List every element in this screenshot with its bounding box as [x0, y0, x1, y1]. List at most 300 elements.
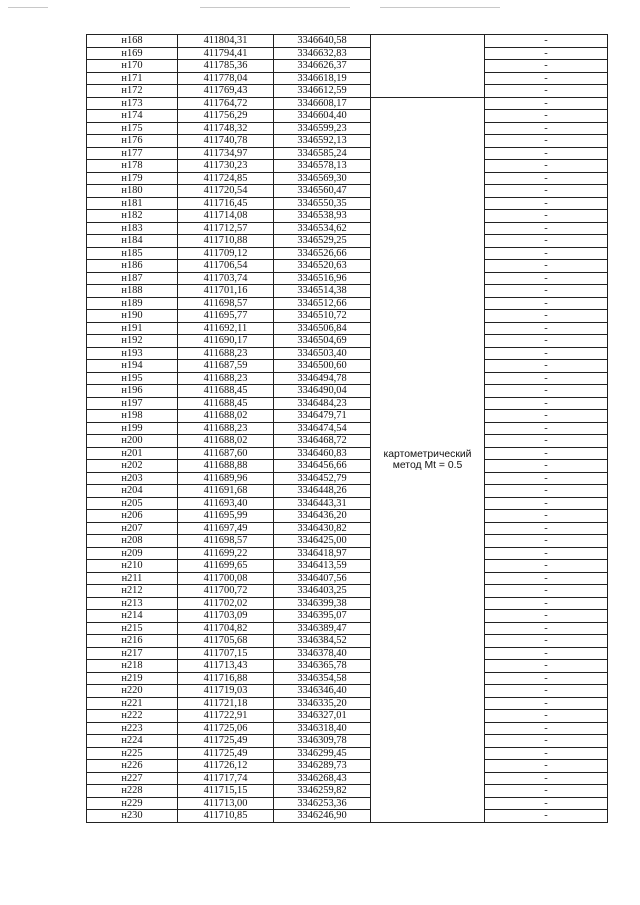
y-coordinate-cell: 3346626,37: [274, 60, 371, 73]
point-id-cell: н188: [87, 285, 178, 298]
x-coordinate-cell: 411725,49: [178, 735, 274, 748]
dash-cell: -: [485, 360, 608, 373]
table-row: [87, 485, 608, 498]
x-coordinate-cell: 411713,00: [178, 797, 274, 810]
table-row: [87, 572, 608, 585]
dash-cell: -: [485, 585, 608, 598]
point-id-cell: н189: [87, 297, 178, 310]
point-id-cell: н178: [87, 160, 178, 173]
table-row: [87, 597, 608, 610]
y-coordinate-cell: 3346510,72: [274, 310, 371, 323]
table-row: [87, 47, 608, 60]
y-coordinate-cell: 3346384,52: [274, 635, 371, 648]
table-row: [87, 97, 608, 110]
point-id-cell: н168: [87, 35, 178, 48]
table-row: [87, 772, 608, 785]
point-id-cell: н224: [87, 735, 178, 748]
y-coordinate-cell: 3346413,59: [274, 560, 371, 573]
table-row: [87, 810, 608, 823]
x-coordinate-cell: 411740,78: [178, 135, 274, 148]
coordinates-table-body: [87, 35, 608, 823]
point-id-cell: н196: [87, 385, 178, 398]
point-id-cell: н183: [87, 222, 178, 235]
dash-cell: -: [485, 160, 608, 173]
table-row: [87, 235, 608, 248]
point-id-cell: н194: [87, 360, 178, 373]
y-coordinate-cell: 3346407,56: [274, 572, 371, 585]
table-row: [87, 110, 608, 123]
y-coordinate-cell: 3346309,78: [274, 735, 371, 748]
y-coordinate-cell: 3346514,38: [274, 285, 371, 298]
x-coordinate-cell: 411707,15: [178, 647, 274, 660]
x-coordinate-cell: 411699,65: [178, 560, 274, 573]
point-id-cell: н195: [87, 372, 178, 385]
x-coordinate-cell: 411725,06: [178, 722, 274, 735]
dash-cell: -: [485, 510, 608, 523]
dash-cell: -: [485, 635, 608, 648]
method-label-line1: картометрический: [383, 448, 472, 460]
x-coordinate-cell: 411701,16: [178, 285, 274, 298]
table-row: [87, 547, 608, 560]
y-coordinate-cell: 3346578,13: [274, 160, 371, 173]
y-coordinate-cell: 3346520,63: [274, 260, 371, 273]
y-coordinate-cell: 3346608,17: [274, 97, 371, 110]
x-coordinate-cell: 411688,45: [178, 397, 274, 410]
dash-cell: -: [485, 672, 608, 685]
point-id-cell: н182: [87, 210, 178, 223]
x-coordinate-cell: 411778,04: [178, 72, 274, 85]
dash-cell: -: [485, 697, 608, 710]
x-coordinate-cell: 411697,49: [178, 522, 274, 535]
y-coordinate-cell: 3346500,60: [274, 360, 371, 373]
x-coordinate-cell: 411688,23: [178, 372, 274, 385]
table-row: [87, 622, 608, 635]
point-id-cell: н184: [87, 235, 178, 248]
y-coordinate-cell: 3346468,72: [274, 435, 371, 448]
x-coordinate-cell: 411689,96: [178, 472, 274, 485]
x-coordinate-cell: 411785,36: [178, 60, 274, 73]
table-row: [87, 210, 608, 223]
dash-cell: -: [485, 472, 608, 485]
table-row: [87, 35, 608, 48]
point-id-cell: н176: [87, 135, 178, 148]
y-coordinate-cell: 3346538,93: [274, 210, 371, 223]
dash-cell: -: [485, 172, 608, 185]
table-row: [87, 422, 608, 435]
point-id-cell: н197: [87, 397, 178, 410]
point-id-cell: н218: [87, 660, 178, 673]
table-row: [87, 735, 608, 748]
y-coordinate-cell: 3346318,40: [274, 722, 371, 735]
table-row: [87, 272, 608, 285]
y-coordinate-cell: 3346365,78: [274, 660, 371, 673]
y-coordinate-cell: 3346484,23: [274, 397, 371, 410]
table-row: [87, 510, 608, 523]
table-row: [87, 585, 608, 598]
point-id-cell: н202: [87, 460, 178, 473]
x-coordinate-cell: 411695,77: [178, 310, 274, 323]
dash-cell: -: [485, 447, 608, 460]
x-coordinate-cell: 411756,29: [178, 110, 274, 123]
table-row: [87, 472, 608, 485]
x-coordinate-cell: 411700,72: [178, 585, 274, 598]
dash-cell: -: [485, 272, 608, 285]
x-coordinate-cell: 411713,43: [178, 660, 274, 673]
y-coordinate-cell: 3346259,82: [274, 785, 371, 798]
table-row: [87, 722, 608, 735]
table-row: [87, 310, 608, 323]
y-coordinate-cell: 3346395,07: [274, 610, 371, 623]
x-coordinate-cell: 411687,60: [178, 447, 274, 460]
y-coordinate-cell: 3346460,83: [274, 447, 371, 460]
x-coordinate-cell: 411726,12: [178, 760, 274, 773]
dash-cell: -: [485, 110, 608, 123]
point-id-cell: н212: [87, 585, 178, 598]
method-cell: [371, 97, 485, 822]
dash-cell: -: [485, 72, 608, 85]
x-coordinate-cell: 411688,45: [178, 385, 274, 398]
y-coordinate-cell: 3346418,97: [274, 547, 371, 560]
dash-cell: -: [485, 122, 608, 135]
table-row: [87, 347, 608, 360]
point-id-cell: н186: [87, 260, 178, 273]
dash-cell: -: [485, 810, 608, 823]
point-id-cell: н172: [87, 85, 178, 98]
point-id-cell: н190: [87, 310, 178, 323]
point-id-cell: н217: [87, 647, 178, 660]
dash-cell: -: [485, 785, 608, 798]
y-coordinate-cell: 3346253,36: [274, 797, 371, 810]
point-id-cell: н181: [87, 197, 178, 210]
dash-cell: -: [485, 685, 608, 698]
x-coordinate-cell: 411748,32: [178, 122, 274, 135]
x-coordinate-cell: 411719,03: [178, 685, 274, 698]
dash-cell: -: [485, 485, 608, 498]
dash-cell: -: [485, 197, 608, 210]
point-id-cell: н173: [87, 97, 178, 110]
x-coordinate-cell: 411710,88: [178, 235, 274, 248]
point-id-cell: н211: [87, 572, 178, 585]
dash-cell: -: [485, 747, 608, 760]
y-coordinate-cell: 3346443,31: [274, 497, 371, 510]
dash-cell: -: [485, 522, 608, 535]
dash-cell: -: [485, 722, 608, 735]
table-row: [87, 410, 608, 423]
y-coordinate-cell: 3346354,58: [274, 672, 371, 685]
x-coordinate-cell: 411720,54: [178, 185, 274, 198]
y-coordinate-cell: 3346246,90: [274, 810, 371, 823]
dash-cell: -: [485, 347, 608, 360]
table-row: [87, 447, 608, 460]
y-coordinate-cell: 3346585,24: [274, 147, 371, 160]
y-coordinate-cell: 3346479,71: [274, 410, 371, 423]
point-id-cell: н201: [87, 447, 178, 460]
dash-cell: -: [485, 335, 608, 348]
point-id-cell: н187: [87, 272, 178, 285]
dash-cell: -: [485, 535, 608, 548]
table-row: [87, 697, 608, 710]
point-id-cell: н204: [87, 485, 178, 498]
x-coordinate-cell: 411693,40: [178, 497, 274, 510]
scan-header-artifact: [0, 4, 640, 12]
table-row: [87, 760, 608, 773]
dash-cell: -: [485, 597, 608, 610]
point-id-cell: н169: [87, 47, 178, 60]
table-row: [87, 122, 608, 135]
y-coordinate-cell: 3346448,26: [274, 485, 371, 498]
dash-cell: -: [485, 647, 608, 660]
point-id-cell: н227: [87, 772, 178, 785]
y-coordinate-cell: 3346425,00: [274, 535, 371, 548]
point-id-cell: н222: [87, 710, 178, 723]
y-coordinate-cell: 3346526,66: [274, 247, 371, 260]
point-id-cell: н226: [87, 760, 178, 773]
x-coordinate-cell: 411688,23: [178, 347, 274, 360]
x-coordinate-cell: 411691,68: [178, 485, 274, 498]
dash-cell: -: [485, 710, 608, 723]
table-row: [87, 522, 608, 535]
dash-cell: -: [485, 385, 608, 398]
x-coordinate-cell: 411700,08: [178, 572, 274, 585]
table-row: [87, 147, 608, 160]
dash-cell: -: [485, 435, 608, 448]
point-id-cell: н170: [87, 60, 178, 73]
dash-cell: -: [485, 372, 608, 385]
table-row: [87, 397, 608, 410]
dash-cell: -: [485, 772, 608, 785]
table-row: [87, 297, 608, 310]
dash-cell: -: [485, 422, 608, 435]
y-coordinate-cell: 3346268,43: [274, 772, 371, 785]
x-coordinate-cell: 411764,72: [178, 97, 274, 110]
y-coordinate-cell: 3346378,40: [274, 647, 371, 660]
x-coordinate-cell: 411769,43: [178, 85, 274, 98]
y-coordinate-cell: 3346494,78: [274, 372, 371, 385]
y-coordinate-cell: 3346592,13: [274, 135, 371, 148]
x-coordinate-cell: 411804,31: [178, 35, 274, 48]
point-id-cell: н198: [87, 410, 178, 423]
y-coordinate-cell: 3346560,47: [274, 185, 371, 198]
y-coordinate-cell: 3346299,45: [274, 747, 371, 760]
dash-cell: -: [485, 222, 608, 235]
x-coordinate-cell: 411712,57: [178, 222, 274, 235]
table-row: [87, 635, 608, 648]
x-coordinate-cell: 411703,74: [178, 272, 274, 285]
x-coordinate-cell: 411688,23: [178, 422, 274, 435]
x-coordinate-cell: 411687,59: [178, 360, 274, 373]
y-coordinate-cell: 3346503,40: [274, 347, 371, 360]
x-coordinate-cell: 411688,02: [178, 435, 274, 448]
table-row: [87, 135, 608, 148]
dash-cell: -: [485, 622, 608, 635]
table-row: [87, 497, 608, 510]
point-id-cell: н175: [87, 122, 178, 135]
x-coordinate-cell: 411734,97: [178, 147, 274, 160]
x-coordinate-cell: 411716,45: [178, 197, 274, 210]
point-id-cell: н200: [87, 435, 178, 448]
point-id-cell: н223: [87, 722, 178, 735]
point-id-cell: н177: [87, 147, 178, 160]
table-row: [87, 647, 608, 660]
x-coordinate-cell: 411703,09: [178, 610, 274, 623]
x-coordinate-cell: 411705,68: [178, 635, 274, 648]
dash-cell: -: [485, 85, 608, 98]
point-id-cell: н207: [87, 522, 178, 535]
dash-cell: -: [485, 760, 608, 773]
x-coordinate-cell: 411690,17: [178, 335, 274, 348]
x-coordinate-cell: 411698,57: [178, 535, 274, 548]
table-row: [87, 285, 608, 298]
y-coordinate-cell: 3346529,25: [274, 235, 371, 248]
point-id-cell: н225: [87, 747, 178, 760]
x-coordinate-cell: 411695,99: [178, 510, 274, 523]
x-coordinate-cell: 411706,54: [178, 260, 274, 273]
dash-cell: -: [485, 35, 608, 48]
y-coordinate-cell: 3346335,20: [274, 697, 371, 710]
table-row: [87, 560, 608, 573]
table-row: [87, 385, 608, 398]
table-row: [87, 185, 608, 198]
y-coordinate-cell: 3346436,20: [274, 510, 371, 523]
point-id-cell: н193: [87, 347, 178, 360]
y-coordinate-cell: 3346452,79: [274, 472, 371, 485]
table-row: [87, 172, 608, 185]
x-coordinate-cell: 411722,91: [178, 710, 274, 723]
point-id-cell: н220: [87, 685, 178, 698]
y-coordinate-cell: 3346640,58: [274, 35, 371, 48]
x-coordinate-cell: 411710,85: [178, 810, 274, 823]
x-coordinate-cell: 411692,11: [178, 322, 274, 335]
table-row: [87, 335, 608, 348]
table-row: [87, 710, 608, 723]
table-row: [87, 247, 608, 260]
point-id-cell: н174: [87, 110, 178, 123]
point-id-cell: н215: [87, 622, 178, 635]
method-label-line2: метод Mt = 0.5: [392, 459, 463, 471]
table-row: [87, 535, 608, 548]
x-coordinate-cell: 411730,23: [178, 160, 274, 173]
point-id-cell: н210: [87, 560, 178, 573]
table-row: [87, 660, 608, 673]
y-coordinate-cell: 3346289,73: [274, 760, 371, 773]
dash-cell: -: [485, 322, 608, 335]
point-id-cell: н203: [87, 472, 178, 485]
point-id-cell: н171: [87, 72, 178, 85]
dash-cell: -: [485, 210, 608, 223]
table-row: [87, 72, 608, 85]
x-coordinate-cell: 411688,88: [178, 460, 274, 473]
x-coordinate-cell: 411716,88: [178, 672, 274, 685]
dash-cell: -: [485, 185, 608, 198]
y-coordinate-cell: 3346389,47: [274, 622, 371, 635]
point-id-cell: н213: [87, 597, 178, 610]
y-coordinate-cell: 3346399,38: [274, 597, 371, 610]
point-id-cell: н230: [87, 810, 178, 823]
y-coordinate-cell: 3346512,66: [274, 297, 371, 310]
point-id-cell: н216: [87, 635, 178, 648]
table-row: [87, 85, 608, 98]
y-coordinate-cell: 3346604,40: [274, 110, 371, 123]
y-coordinate-cell: 3346506,84: [274, 322, 371, 335]
dash-cell: -: [485, 310, 608, 323]
point-id-cell: н206: [87, 510, 178, 523]
point-id-cell: н179: [87, 172, 178, 185]
table-row: [87, 435, 608, 448]
point-id-cell: н191: [87, 322, 178, 335]
table-row: [87, 260, 608, 273]
dash-cell: -: [485, 497, 608, 510]
x-coordinate-cell: 411699,22: [178, 547, 274, 560]
point-id-cell: н229: [87, 797, 178, 810]
table-row: [87, 160, 608, 173]
y-coordinate-cell: 3346534,62: [274, 222, 371, 235]
dash-cell: -: [485, 797, 608, 810]
point-id-cell: н208: [87, 535, 178, 548]
table-row: [87, 685, 608, 698]
y-coordinate-cell: 3346516,96: [274, 272, 371, 285]
dash-cell: -: [485, 135, 608, 148]
dash-cell: -: [485, 460, 608, 473]
dash-cell: -: [485, 147, 608, 160]
y-coordinate-cell: 3346612,59: [274, 85, 371, 98]
point-id-cell: н185: [87, 247, 178, 260]
dash-cell: -: [485, 560, 608, 573]
table-row: [87, 460, 608, 473]
dash-cell: -: [485, 660, 608, 673]
table-row: [87, 747, 608, 760]
point-id-cell: н205: [87, 497, 178, 510]
dash-cell: -: [485, 260, 608, 273]
x-coordinate-cell: 411794,41: [178, 47, 274, 60]
x-coordinate-cell: 411724,85: [178, 172, 274, 185]
dash-cell: -: [485, 410, 608, 423]
y-coordinate-cell: 3346569,30: [274, 172, 371, 185]
y-coordinate-cell: 3346599,23: [274, 122, 371, 135]
point-id-cell: н209: [87, 547, 178, 560]
method-cell-upper: [371, 35, 485, 98]
x-coordinate-cell: 411704,82: [178, 622, 274, 635]
y-coordinate-cell: 3346474,54: [274, 422, 371, 435]
table-row: [87, 222, 608, 235]
x-coordinate-cell: 411717,74: [178, 772, 274, 785]
y-coordinate-cell: 3346456,66: [274, 460, 371, 473]
dash-cell: -: [485, 285, 608, 298]
dash-cell: -: [485, 60, 608, 73]
x-coordinate-cell: 411709,12: [178, 247, 274, 260]
dash-cell: -: [485, 47, 608, 60]
table-row: [87, 372, 608, 385]
x-coordinate-cell: 411725,49: [178, 747, 274, 760]
y-coordinate-cell: 3346490,04: [274, 385, 371, 398]
x-coordinate-cell: 411698,57: [178, 297, 274, 310]
x-coordinate-cell: 411715,15: [178, 785, 274, 798]
point-id-cell: н199: [87, 422, 178, 435]
y-coordinate-cell: 3346632,83: [274, 47, 371, 60]
point-id-cell: н219: [87, 672, 178, 685]
dash-cell: -: [485, 235, 608, 248]
dash-cell: -: [485, 97, 608, 110]
x-coordinate-cell: 411714,08: [178, 210, 274, 223]
y-coordinate-cell: 3346346,40: [274, 685, 371, 698]
point-id-cell: н228: [87, 785, 178, 798]
table-row: [87, 360, 608, 373]
y-coordinate-cell: 3346430,82: [274, 522, 371, 535]
table-row: [87, 610, 608, 623]
y-coordinate-cell: 3346618,19: [274, 72, 371, 85]
point-id-cell: н180: [87, 185, 178, 198]
table-row: [87, 785, 608, 798]
y-coordinate-cell: 3346327,01: [274, 710, 371, 723]
